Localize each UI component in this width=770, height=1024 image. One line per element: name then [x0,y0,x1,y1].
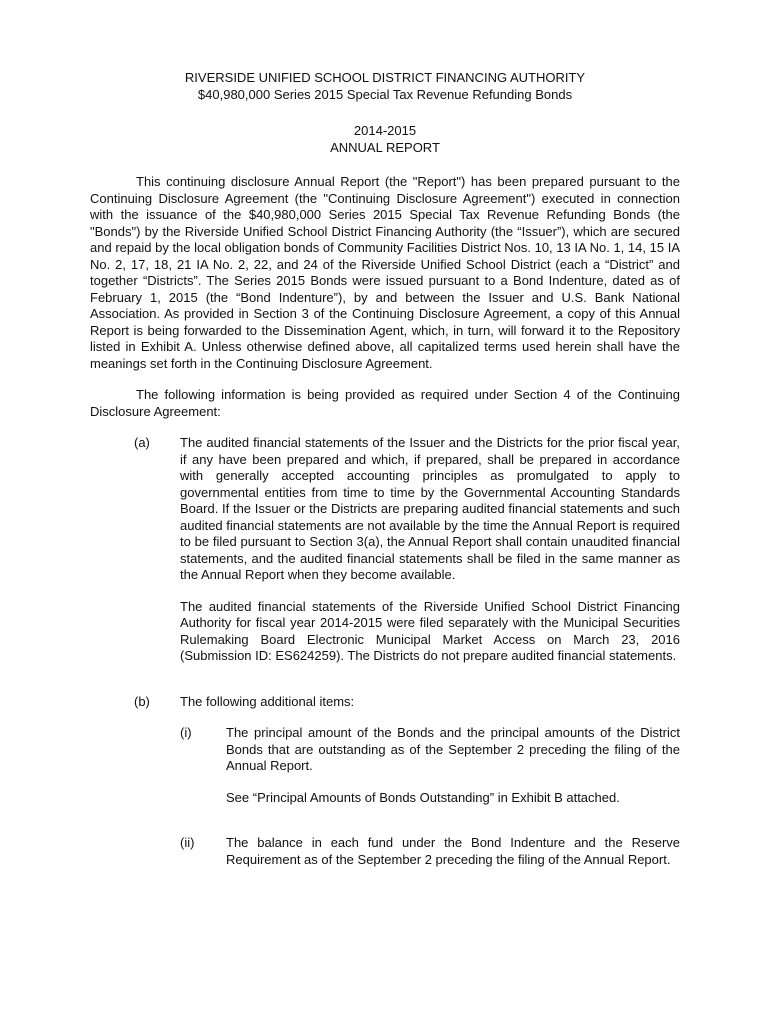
sub-item-ii-content [226,835,680,883]
following-paragraph: The following information is being provided as required under Section 4 of the Continuing Disclosure Agreement: [90,387,680,419]
item-b-text: The following additional items: [180,693,355,709]
sub-item-i-content [226,725,680,821]
sub-item-ii [180,835,680,883]
report-heading [90,123,680,156]
intro-paragraph: This continuing disclosure Annual Report (the "Report") has been prepared pursuant to the Continuing Disclosure Agreement (the "Continuing Disclosure Agreement") executed in connection with the issuance of the $40,980,000 Series 2015 Special Tax Revenue Refunding Bonds (the "Bonds") by the Riverside Unified School District Financing Authority (the “Issuer”), which are secured and repaid by the local obligation bonds of Community Facilities District Nos. 10, 13 IA No. 1, 14, 15 IA No. 2, 17, 18, 21 IA No. 2, 22, and 24 of the Riverside Unified School District (each a “District” and together “Districts”. The Series 2015 Bonds were issued pursuant to a Bond Indenture, dated as of February 1, 2015 (the “Bond Indenture”), by and between the Issuer and U.S. Bank National Association. As provided in Section 3 of the Continuing Disclosure Agreement, a copy of this Annual Report is being forwarded to the Dissemination Agent, which, in turn, will forward it to the Repository listed in Exhibit A. Unless otherwise defined above, all capitalized terms used herein shall have the meanings set forth in the Continuing Disclosure Agreement. [90,174,680,371]
item-a-content [180,435,680,680]
document-header [90,70,680,103]
item-b-content [180,694,680,898]
sub-item-i-label: (i) [180,725,192,740]
sub-item-i [180,725,680,821]
item-a-text: The audited financial statements of the Issuer and the Districts for the prior fiscal year, if any have been prepared and which, if prepared, shall be prepared in accordance with generally accepted accounting principles as promulgated to apply to governmental entities from time to time by the Governmental Accounting Standards Board. If the Issuer or the Districts are preparing audited financial statements and such audited financial statements are not available by the time the Annual Report is required to be filed pursuant to Section 3(a), the Annual Report shall contain unaudited financial statements, and the audited financial statements shall be filed in the same manner as the Annual Report when they become available. [180,435,680,582]
issuer-title: RIVERSIDE UNIFIED SCHOOL DISTRICT FINANCING AUTHORITY [184,70,586,85]
item-b [90,694,680,898]
item-a [90,435,680,680]
bond-title: $40,980,000 Series 2015 Special Tax Revenue Refunding Bonds [197,86,573,102]
sub-item-ii-text: The balance in each fund under the Bond Indenture and the Reserve Requirement as of the September 2 preceding the filing of the Annual Report. [226,835,680,867]
sub-item-i-see: See “Principal Amounts of Bonds Outstanding” in Exhibit B attached. [226,789,620,805]
item-a-label: (a) [134,435,150,450]
sub-item-i-text: The principal amount of the Bonds and the principal amounts of the District Bonds that are outstanding as of the September 2 preceding the filing of the Annual Report. [226,725,680,773]
fiscal-year: 2014-2015 [353,123,417,138]
report-title: ANNUAL REPORT [330,139,440,155]
item-b-label: (b) [134,693,150,709]
item-a-filing-text: The audited financial statements of the Riverside Unified School District Financing Authority for fiscal year 2014-2015 were filed separately with the Municipal Securities Rulemaking Board Electronic Municipal Market Access on March 23, 2016 (Submission ID: ES624259). The Districts do not prepare audited financial statements. [180,598,680,663]
sub-item-ii-label: (ii) [180,835,195,850]
